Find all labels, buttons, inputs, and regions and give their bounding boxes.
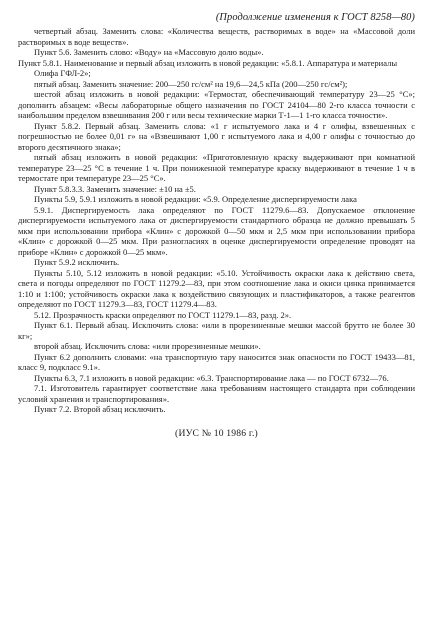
- page-header: (Продолжение изменения к ГОСТ 8258—80): [215, 12, 415, 23]
- paragraph: второй абзац. Исключить слова: «или прорезиненные мешки».: [34, 341, 261, 351]
- paragraph: четвертый абзац. Заменить слова: «Количества веществ, растворимых в воде» на «Массовой доли растворимых в воде веществ».: [18, 26, 415, 47]
- paragraph: Пункты 6.3, 7.1 изложить в новой редакции: «6.3. Транспортирование лака — по ГОСТ 6732—76.: [34, 372, 389, 383]
- paragraph: Пункт 5.6. Заменить слово: «Воду» на «Массовую долю воды».: [34, 47, 264, 57]
- paragraph: пятый абзац. Заменить значение: 200—250 гс/см² на 19,6—24,5 кПа (200—250 гс/см²);: [34, 78, 348, 89]
- paragraph: Пункт 6.1. Первый абзац. Исключить слова: «или в прорезиненные мешки массой брутто не более 30 кг»;: [18, 320, 415, 341]
- paragraph: 5.9.1. Диспергируемость лака определяют по ГОСТ 11279.6—83. Допускаемое отклонение диспергируемости испытуемого лака от диспергируемости стандартного образца не должно превышать 5 мкм при использовании прибора «Клин» с дорожкой 0—50 мкм и 2,5 мкм при использовании прибора «Клин» с дорожкой 0—25 мкм. При разногласиях в оценке диспергируемости определение проводят на приборе «Клин» с дорожкой 0—25 мкм».: [18, 204, 415, 257]
- paragraph: 5.12. Прозрачность краски определяют по ГОСТ 11279.1—83, разд. 2».: [34, 309, 292, 320]
- paragraph: Пункты 5.9, 5.9.1 изложить в новой редакции: «5.9. Определение диспергируемости лака: [34, 194, 357, 204]
- paragraph: Пункт 6.2 дополнить словами: «на транспортную тару наносится знак опасности по ГОСТ 19433—81, класс 9, подкласс 9.1».: [18, 351, 415, 372]
- document-body: [18, 26, 415, 415]
- paragraph: пятый абзац изложить в новой редакции: «Приготовленную краску выдерживают при комнатной температуре 23—25 °С в течение 1 ч. При пониженной температуре краску выдерживают в течение 1 ч в термостате при температуре 23—25 °С».: [18, 152, 415, 183]
- publication-footer: (ИУС № 10 1986 г.): [175, 427, 258, 439]
- paragraph: 7.1. Изготовитель гарантирует соответствие лака требованиям настоящего стандарта при соблюдении условий хранения и транспортирования».: [18, 383, 415, 404]
- paragraph: Пункт 5.8.1. Наименование и первый абзац изложить в новой редакции: «5.8.1. Аппаратура и материалы: [18, 57, 398, 68]
- paragraph: Пункт 5.8.2. Первый абзац. Заменить слова: «1 г испытуемого лака и 4 г олифы, взвешенных с погрешностью не более 0,01 г» на «Взвешивают 1,00 г испытуемого лака и 4,00 г олифы с точностью до второго десятичного знака»;: [18, 120, 415, 152]
- paragraph: Олифа ГФЛ-2»;: [34, 68, 91, 78]
- paragraph: шестой абзац изложить в новой редакции: «Термостат, обеспечивающий температуру 23—25 °С»; дополнить абзацем: «Весы лабораторные общего назначения по ГОСТ 24104—80 2-го класса точности с наибольшим пределом взвешивания 200 г или весы технические марки Т-1—1 1-го класса точности».: [18, 89, 415, 120]
- paragraph: Пункт 7.2. Второй абзац исключить.: [34, 404, 166, 414]
- paragraph: Пункт 5.8.3.3. Заменить значение: ±10 на ±5.: [34, 183, 196, 194]
- paragraph: Пункты 5.10, 5.12 изложить в новой редакции: «5.10. Устойчивость окраски лака к действию света, света и погоды определяют по ГОСТ 11279.2—83, при этом соотношение лака и окиси цинка принимается 1:10 и 1:100; устойчивость окраски лака к воздействию связующих и пластификаторов, а также реагентов определяют по ГОСТ 11279.3—83, ГОСТ 11279.4—83.: [18, 267, 415, 309]
- paragraph: Пункт 5.9.2 исключить.: [34, 257, 120, 267]
